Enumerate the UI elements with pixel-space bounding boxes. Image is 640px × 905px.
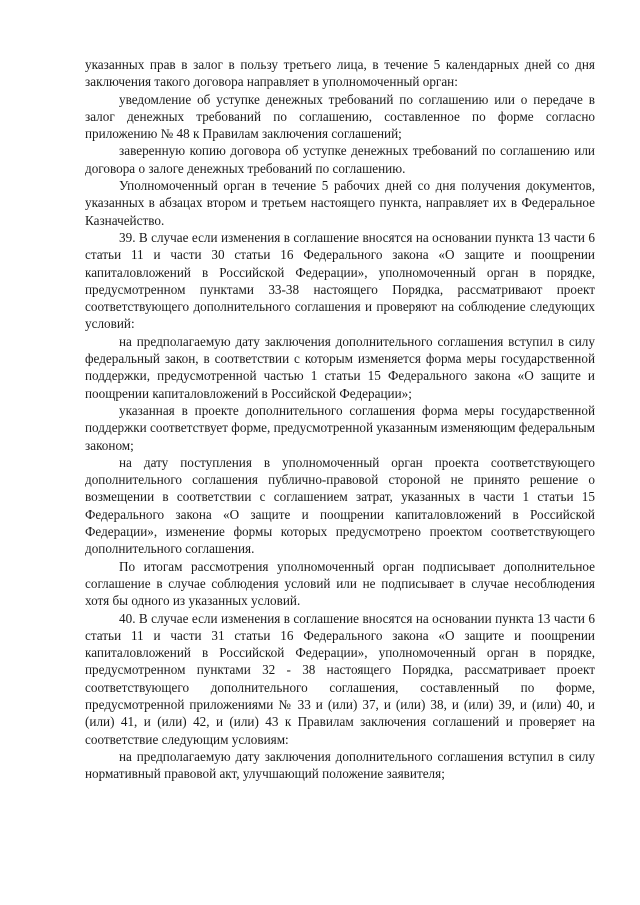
paragraph-condition-act: на предполагаемую дату заключения дополнительного соглашения вступил в силу нормативный правовой акт, улучшающий положение заявителя; — [85, 748, 595, 782]
paragraph-condition-law: на предполагаемую дату заключения дополнительного соглашения вступил в силу федеральный закон, в соответствии с которым изменяется форма меры государственной поддержки, предусмотренной частью 1 статьи 15 Федерального закона «О защите и поощрении капиталовложений в Российской Федерации»; — [85, 333, 595, 401]
paragraph-authority-forwarding: Уполномоченный орган в течение 5 рабочих дней со дня получения документов, указанных в абзацах втором и третьем настоящего пункта, направляет их в Федеральное Казначейство. — [85, 178, 595, 228]
paragraph-copy-item: заверенную копию договора об уступке денежных требований по соглашению или договора о залоге денежных требований по соглашению. — [85, 143, 595, 176]
paragraph-continuation: указанных прав в залог в пользу третьего лица, в течение 5 календарных дней со дня заключения такого договора направляет в уполномоченный орган: — [85, 57, 595, 90]
document-page — [85, 56, 595, 782]
paragraph-condition-decision: на дату поступления в уполномоченный орган проекта соответствующего дополнительного соглашения публично-правовой стороной не принято решение о возмещении в соответствии с соглашением затрат, указанных в части 1 статьи 15 Федерального закона «О защите и поощрении капиталовложений в Российской Федерации», изменение формы которых предусмотрено проектом соответствующего дополнительного соглашения. — [85, 454, 595, 557]
paragraph-notice-item: уведомление об уступке денежных требований по соглашению или о передаче в залог денежных требований по соглашению, составленное по форме согласно приложению № 48 к Правилам заключения соглашений; — [85, 91, 595, 142]
paragraph-condition-form: указанная в проекте дополнительного соглашения форма меры государственной поддержки соответствует форме, предусмотренной указанным изменяющим федеральным законом; — [85, 402, 595, 453]
paragraph-clause-40: 40. В случае если изменения в соглашение вносятся на основании пункта 13 части 6 статьи 11 и части 31 статьи 16 Федерального закона «О защите и поощрении капиталовложений в Российской Федерации», уполномоченный орган в порядке, предусмотренном пунктами 32 - 38 настоящего Порядка, рассматривает проект соответствующего дополнительного соглашения, составленный по форме, предусмотренной приложениями № 33 и (или) 37, и (или) 38, и (или) 39, и (или) 40, и (или) 41, и (или) 42, и (или) 43 к Правилам заключения соглашений и проверяет на соответствие следующим условиям: — [85, 610, 595, 747]
paragraph-clause-39: 39. В случае если изменения в соглашение вносятся на основании пункта 13 части 6 статьи 11 и части 30 статьи 16 Федерального закона «О защите и поощрении капиталовложений в Российской Федерации», уполномоченный орган в порядке, предусмотренном пунктами 33-38 настоящего Порядка, рассматривают проект соответствующего дополнительного соглашения и проверяют на соблюдение следующих условий: — [85, 229, 595, 332]
paragraph-review-result: По итогам рассмотрения уполномоченный орган подписывает дополнительное соглашение в случае соблюдения условий или не подписывает в случае несоблюдения хотя бы одного из указанных условий. — [85, 558, 595, 609]
